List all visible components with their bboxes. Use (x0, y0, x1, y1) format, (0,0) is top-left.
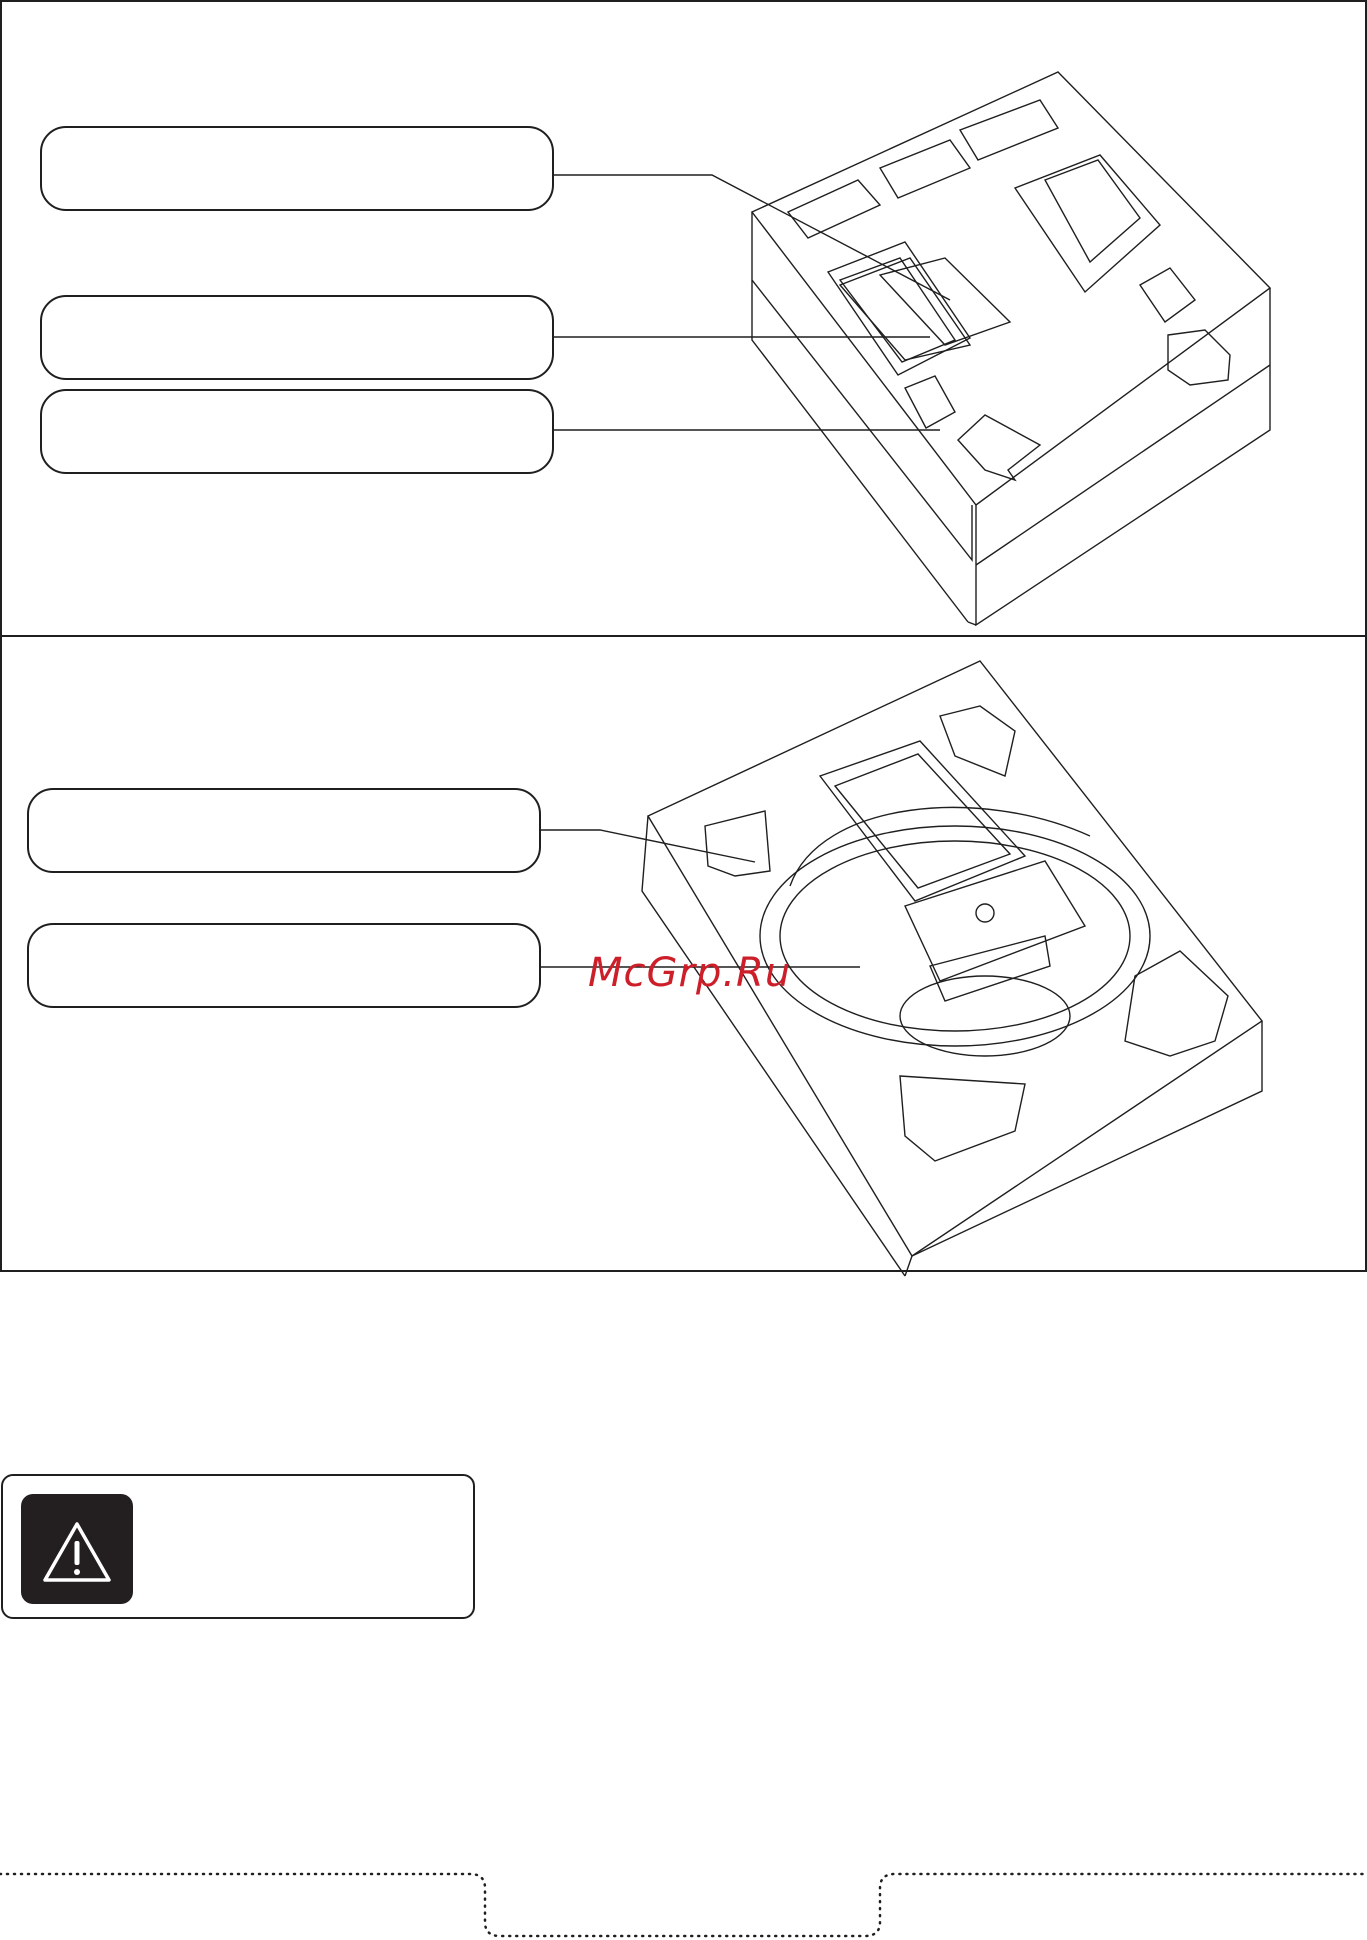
warning-triangle-icon (21, 1494, 133, 1604)
accessory-tray-drawing (752, 72, 1270, 625)
callout-box-5 (27, 923, 541, 1008)
callout-box-1 (40, 126, 554, 211)
callout-box-2 (40, 295, 554, 380)
warning-box (1, 1474, 475, 1619)
page-footer-tab (0, 1860, 1367, 1940)
callout-box-3 (40, 389, 554, 474)
callout-box-4 (27, 788, 541, 873)
watermark-text: McGrp.Ru (588, 950, 792, 996)
